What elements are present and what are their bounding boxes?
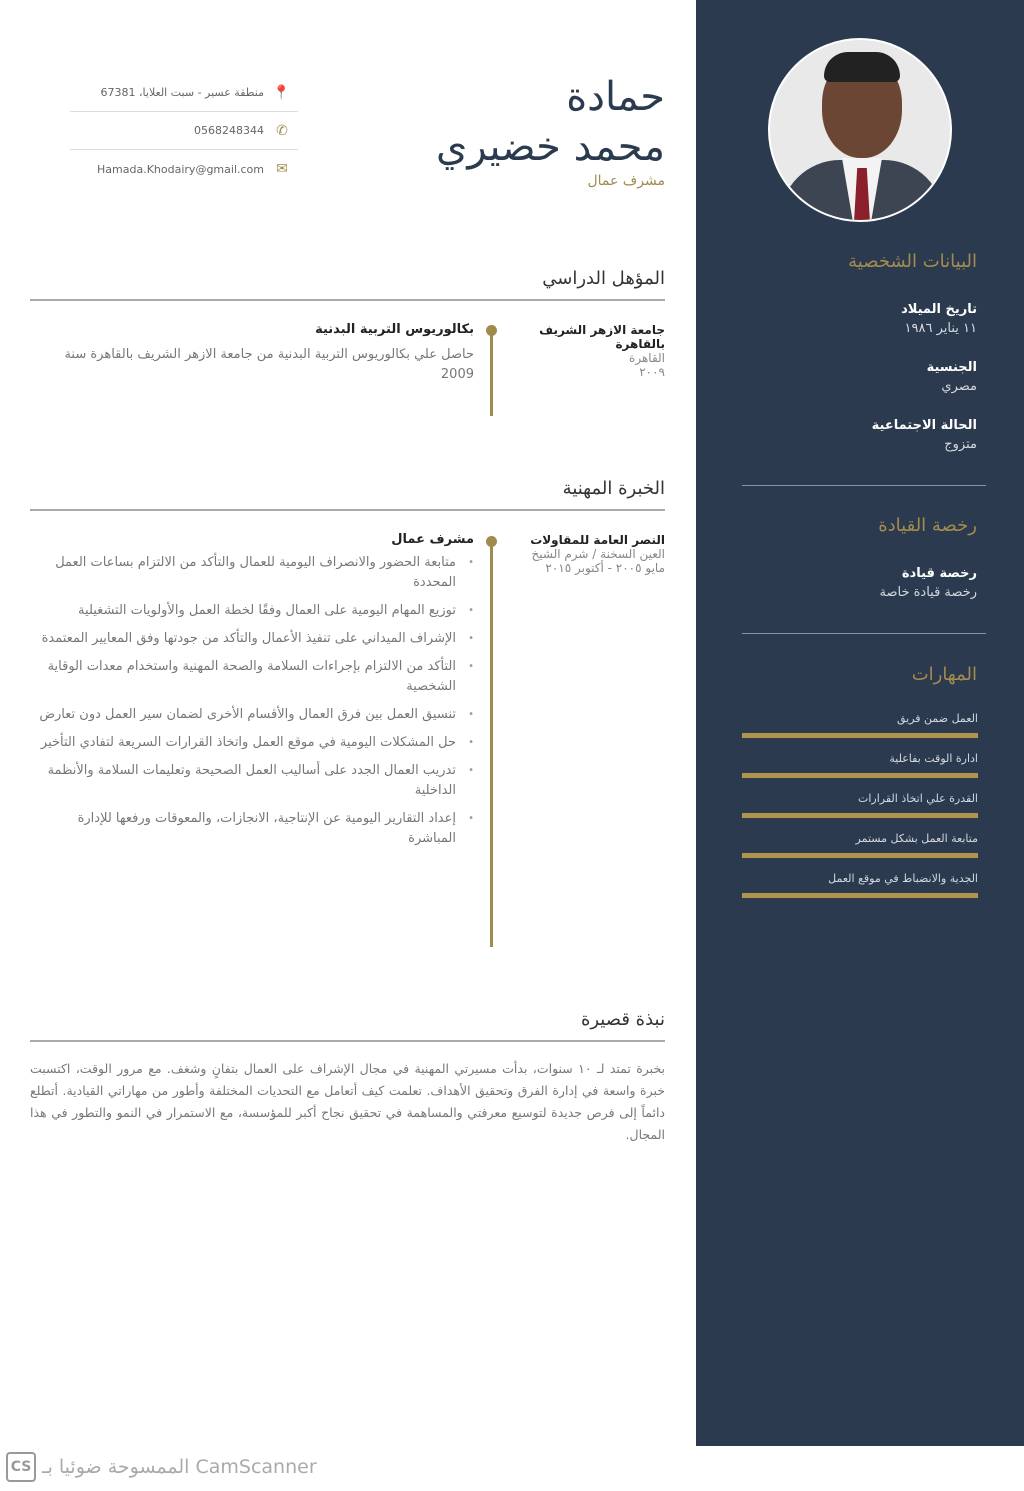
timeline-dot: [486, 325, 497, 336]
section-divider: [30, 509, 665, 511]
duty-item: • حل المشكلات اليومية في موقع العمل واتخاذ القرارات السريعة لتفادي التأخير: [34, 733, 474, 753]
nationality-value: مصري: [941, 379, 977, 394]
skill-bar: [742, 853, 978, 858]
skill-bar: [742, 813, 978, 818]
marital-status-label: الحالة الاجتماعية: [871, 418, 977, 433]
experience-meta: النصر العامة للمقاولات العين السخنة / شرم الشيخ مايو ٢٠٠٥ - أكتوبر ٢٠١٥: [530, 533, 665, 575]
experience-entry: مشرف عمال • متابعة الحضور والانصراف اليومية للعمال والتأكد من الالتزام بساعات العمل المحددة • توزيع المهام اليومية على العمال وفقًا لخطة العمل والأولويات التشغيلية • الإشراف الميداني على تنفيذ الأعمال والتأكد من جودتها وفق المعايير المعتمدة • التأكد من الالتزام بإجراءات السلامة والصحة المهنية واستخدام معدات الوقاية الشخصية • تنسيق العمل بين فرق العمال والأقسام الأخرى لضمان سير العمل دون تعارض • حل المشكلات اليومية في موقع العمل واتخاذ القرارات السريعة لتفادي التأخير • تدريب العمال الجدد على أساليب العمل الصحيحة وتعليمات السلامة والأنظمة الداخلية • إعداد التقارير اليومية عن الإنتاجية، الانجازات، والمعوقات ورفعها للإدارة المباشرة: [34, 532, 474, 857]
duty-item: • توزيع المهام اليومية على العمال وفقًا لخطة العمل والأولويات التشغيلية: [34, 601, 474, 621]
sidebar-divider: [742, 633, 986, 634]
section-divider: [30, 1040, 665, 1042]
phone-icon: ✆: [276, 122, 288, 139]
envelope-icon: ✉: [276, 161, 288, 177]
personal-info-heading: البيانات الشخصية: [848, 251, 977, 272]
license-value: رخصة قيادة خاصة: [879, 585, 977, 600]
camscanner-watermark: CS الممسوحة ضوئيا بـ CamScanner: [6, 1452, 317, 1482]
duty-item: • الإشراف الميداني على تنفيذ الأعمال والتأكد من جودتها وفق المعايير المعتمدة: [34, 629, 474, 649]
skill-bar: [742, 773, 978, 778]
camscanner-logo: CS: [6, 1452, 36, 1482]
duty-item: • إعداد التقارير اليومية عن الإنتاجية، الانجازات، والمعوقات ورفعها للإدارة المباشرة: [34, 809, 474, 849]
skill-bar-fill: [742, 733, 978, 738]
skill-name: القدرة علي اتخاذ القرارات: [858, 792, 978, 805]
license-heading: رخصة القيادة: [878, 515, 977, 536]
contact-email[interactable]: ✉ Hamada.Khodairy@gmail.com: [70, 150, 298, 188]
marital-status-value: متزوج: [944, 437, 977, 452]
job-title: مشرف عمال: [587, 173, 665, 189]
education-entry: بكالوريوس التربية البدنية حاصل علي بكالوريوس التربية البدنية من جامعة الازهر الشريف بالقاهرة سنة 2009: [64, 322, 474, 382]
timeline-line: [490, 540, 493, 947]
contact-address: 📍 منطقة عسير - سبت العلايا، 67381: [70, 74, 298, 112]
skill-item: [742, 832, 978, 858]
profile-photo: [768, 38, 952, 222]
skill-item: [742, 872, 978, 898]
experience-heading: الخبرة المهنية: [562, 478, 665, 499]
skill-bar-fill: [742, 813, 978, 818]
birthdate-label: تاريخ الميلاد: [901, 302, 977, 317]
birthdate-value: ١١ يناير ١٩٨٦: [904, 321, 977, 336]
timeline-dot: [486, 536, 497, 547]
skill-bar: [742, 893, 978, 898]
nationality-label: الجنسية: [926, 360, 977, 375]
skill-bar-fill: [742, 853, 978, 858]
summary-heading: نبذة قصيرة: [580, 1009, 665, 1030]
map-pin-icon: 📍: [272, 84, 290, 101]
skill-name: العمل ضمن فريق: [896, 712, 978, 725]
skill-bar-fill: [742, 893, 978, 898]
skill-item: [742, 792, 978, 818]
summary-text: بخبرة تمتد لـ ١٠ سنوات، بدأت مسيرتي المهنية في مجال الإشراف على العمال بتفانٍ وشغف. مع مرور الوقت، اكتسبت خبرة واسعة في إدارة الفرق وتحقيق الأهداف. تعلمت كيف أتعامل مع التحديات المختلفة وأطور من مهاراتي القيادية. أتطلع دائماً إلى فرص جديدة لتوسيع معرفتي والمساهمة في تحقيق نجاح أكبر للمؤسسة، مع الاستمرار في النمو والتطور في هذا المجال.: [30, 1061, 665, 1142]
section-divider: [30, 299, 665, 301]
skill-item: [742, 752, 978, 778]
full-name: حمادة محمد خضيري: [436, 74, 665, 170]
contact-phone[interactable]: ✆ 0568248344: [70, 112, 298, 150]
education-meta: جامعة الازهر الشريف بالقاهرة القاهرة ٢٠٠٩: [539, 323, 665, 379]
skill-bar: [742, 733, 978, 738]
timeline-line: [490, 330, 493, 416]
skill-name: ادارة الوقت بفاعلية: [889, 752, 978, 765]
sidebar-divider: [742, 485, 986, 486]
skill-item: [742, 712, 978, 738]
skills-heading: المهارات: [911, 664, 977, 685]
duty-item: • متابعة الحضور والانصراف اليومية للعمال والتأكد من الالتزام بساعات العمل المحددة: [34, 553, 474, 593]
duty-item: • تدريب العمال الجدد على أساليب العمل الصحيحة وتعليمات السلامة والأنظمة الداخلية: [34, 761, 474, 801]
skill-name: الجدية والانضباط في موقع العمل: [828, 872, 978, 885]
duty-item: • التأكد من الالتزام بإجراءات السلامة والصحة المهنية واستخدام معدات الوقاية الشخصية: [34, 657, 474, 697]
education-heading: المؤهل الدراسي: [542, 268, 665, 289]
skill-name: متابعة العمل بشكل مستمر: [855, 832, 978, 845]
duty-item: • تنسيق العمل بين فرق العمال والأقسام الأخرى لضمان سير العمل دون تعارض: [34, 705, 474, 725]
license-label: رخصة قيادة: [901, 566, 977, 581]
skill-bar-fill: [742, 773, 978, 778]
